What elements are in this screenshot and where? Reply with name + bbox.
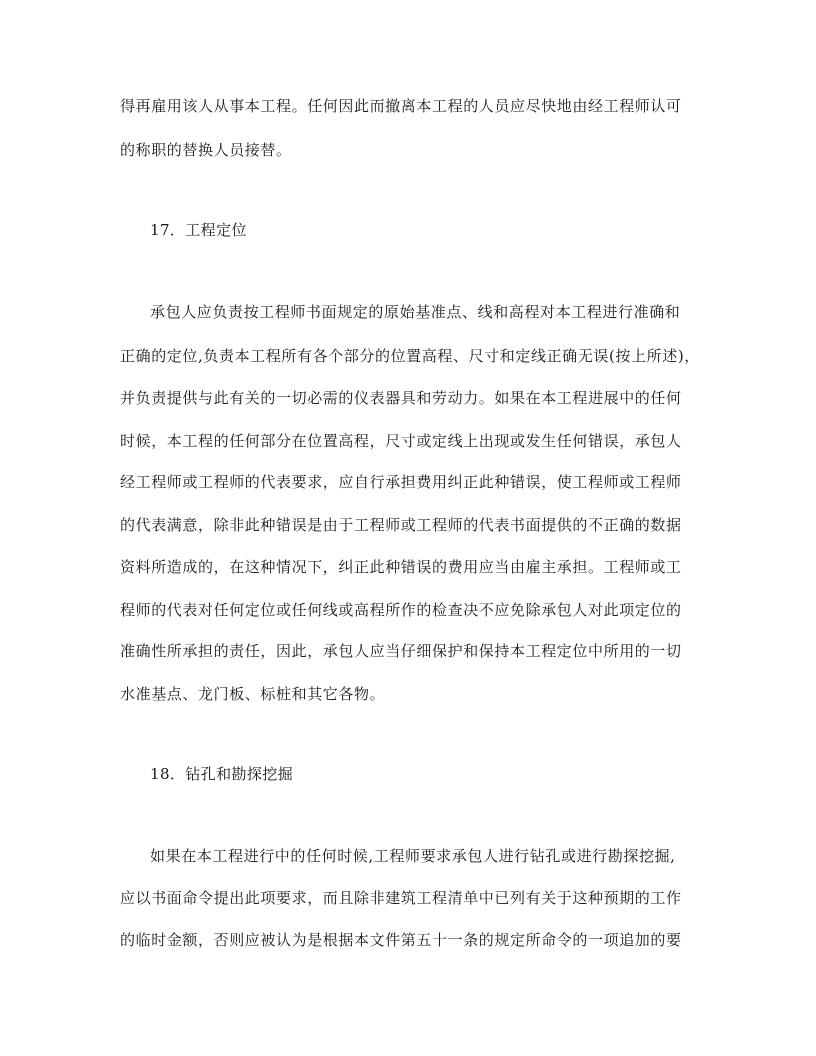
paragraph-line: 的称职的替换人员接替。 bbox=[120, 141, 292, 159]
paragraph-line: 的代表满意，除非此种错误是由于工程师或工程师的代表书面提供的不正确的数据 bbox=[120, 516, 682, 534]
paragraph-line: 承包人应负责按工程师书面规定的原始基准点、线和高程对本工程进行准确和 bbox=[150, 303, 681, 321]
section-heading: 17．工程定位 bbox=[150, 221, 247, 239]
paragraph-line: 准确性所承担的责任，因此，承包人应当仔细保护和保持本工程定位中所用的一切 bbox=[120, 642, 682, 660]
paragraph-line: 水准基点、龙门板、标桩和其它各物。 bbox=[120, 685, 386, 703]
paragraph-line: 并负责提供与此有关的一切必需的仪表器具和劳动力。如果在本工程进展中的任何 bbox=[120, 389, 682, 407]
paragraph-line: 资料所造成的，在这种情况下，纠正此种错误的费用应当由雇主承担。工程师或工 bbox=[120, 558, 682, 576]
paragraph-line: 正确的定位,负责本工程所有各个部分的位置高程、尺寸和定线正确无误(按上所述)， bbox=[120, 347, 700, 365]
paragraph-line: 的临时金额，否则应被认为是根据本文件第五十一条的规定所命令的一项追加的要 bbox=[120, 931, 682, 949]
section-heading: 18．钻孔和勘探挖掘 bbox=[150, 765, 294, 783]
paragraph-line: 如果在本工程进行中的任何时候,工程师要求承包人进行钻孔或进行勘探挖掘, bbox=[150, 847, 676, 865]
paragraph-line: 得再雇用该人从事本工程。任何因此而撤离本工程的人员应尽快地由经工程师认可 bbox=[120, 97, 682, 115]
paragraph-line: 程师的代表对任何定位或任何线或高程所作的检查决不应免除承包人对此项定位的 bbox=[120, 601, 682, 619]
paragraph-line: 应以书面命令提出此项要求，而且除非建筑工程清单中已列有关于这种预期的工作 bbox=[120, 889, 682, 907]
paragraph-line: 时候，本工程的任何部分在位置高程，尺寸或定线上出现或发生任何错误，承包人 bbox=[120, 432, 682, 450]
paragraph-line: 经工程师或工程师的代表要求，应自行承担费用纠正此种错误，使工程师或工程师 bbox=[120, 473, 682, 491]
